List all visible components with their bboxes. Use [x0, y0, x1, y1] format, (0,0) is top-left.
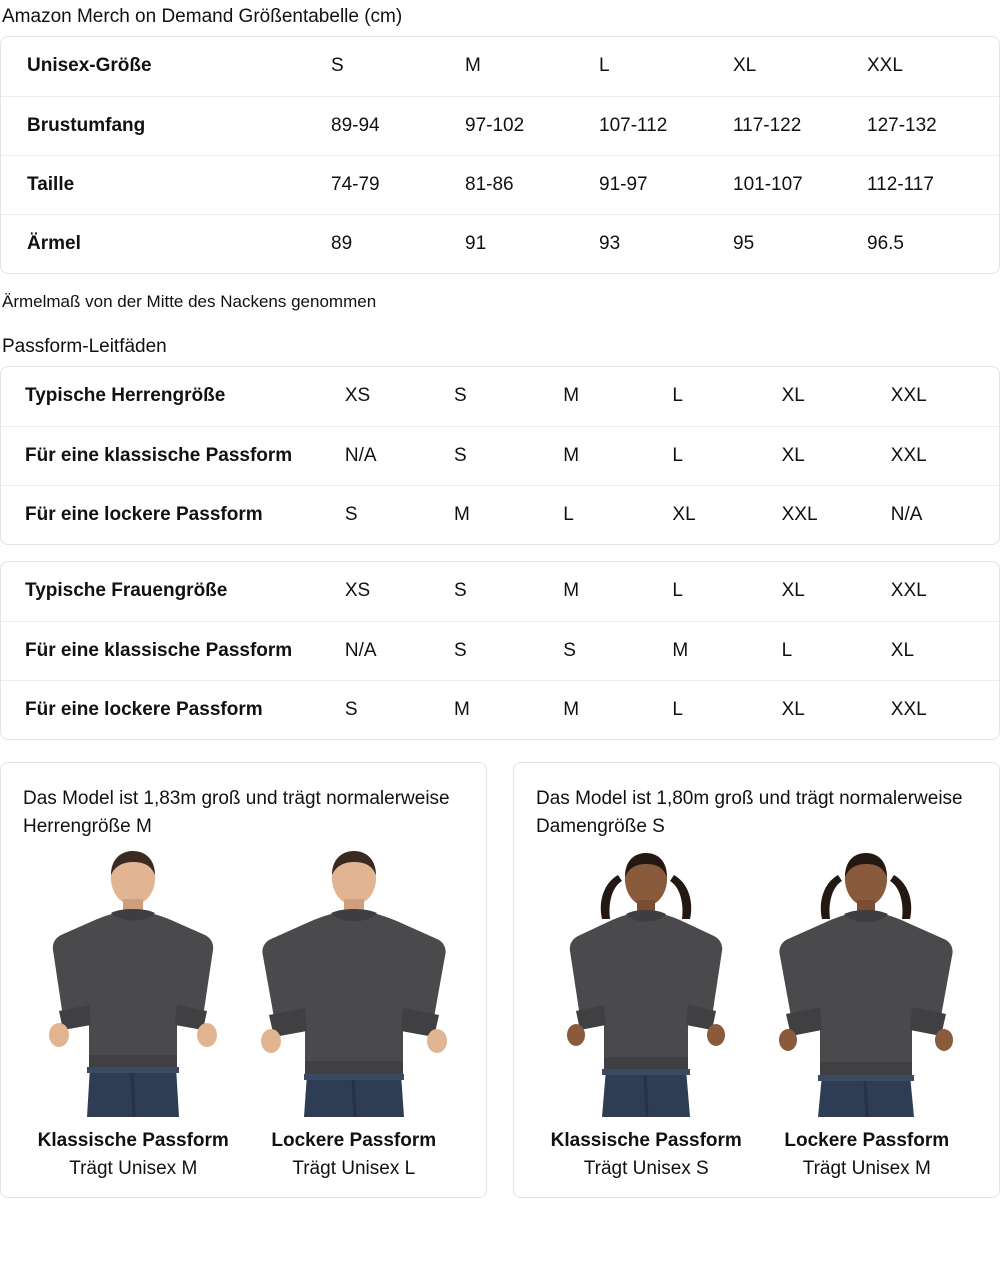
cell: 91: [465, 214, 599, 273]
fit-guide-men-table: [1, 367, 999, 544]
row-label: Unisex-Größe: [27, 55, 152, 77]
man-loose-fit-illustration: [249, 849, 459, 1117]
cell: M: [562, 426, 671, 485]
table-row: [1, 214, 1000, 273]
table-row: [1, 96, 1000, 155]
cell: S: [331, 55, 344, 77]
cell: XS: [344, 580, 371, 602]
cell: 127-132: [867, 96, 1000, 155]
table-row: [1, 37, 1000, 96]
cell: 74-79: [331, 155, 465, 214]
cell: XXL: [890, 680, 999, 739]
cell: 93: [599, 214, 733, 273]
table-row: [1, 155, 1000, 214]
sleeve-note: Ärmelmaß von der Mitte des Nackens genommen: [2, 292, 377, 311]
fit-title: Lockere Passform: [784, 1130, 950, 1151]
cell: 117-122: [733, 96, 867, 155]
fit-title: Lockere Passform: [271, 1130, 437, 1151]
cell: XL: [890, 621, 999, 680]
cell: XXL: [890, 580, 927, 602]
woman-classic-fit-illustration: [546, 849, 746, 1117]
cell: M: [671, 621, 780, 680]
row-label: Ärmel: [1, 214, 331, 273]
cell: 101-107: [733, 155, 867, 214]
row-label: Taille: [1, 155, 331, 214]
cell: L: [562, 485, 671, 544]
size-table: [1, 37, 1000, 273]
cell: 89: [331, 214, 465, 273]
man-classic-fit-illustration: [33, 849, 233, 1117]
cell: M: [563, 385, 580, 407]
fit-label-classic: [23, 1127, 244, 1183]
cell: N/A: [344, 621, 453, 680]
row-label: Für eine klassische Passform: [1, 426, 344, 485]
cell: M: [563, 580, 580, 602]
cell: 81-86: [465, 155, 599, 214]
page-title: Amazon Merch on Demand Größentabelle (cm): [2, 6, 403, 27]
cell: S: [562, 621, 671, 680]
fit-title: Klassische Passform: [37, 1130, 229, 1151]
row-label: Für eine klassische Passform: [1, 621, 344, 680]
model-description: Das Model ist 1,83m groß und trägt normalerweise Herrengröße M: [23, 788, 450, 837]
fit-sub: Trägt Unisex L: [292, 1158, 416, 1179]
model-description: Das Model ist 1,80m groß und trägt normalerweise Damengröße S: [536, 788, 963, 837]
fit-guide-men-card: [0, 366, 1000, 545]
cell: 97-102: [465, 96, 599, 155]
woman-loose-fit-illustration: [764, 849, 969, 1117]
cell: XL: [733, 55, 757, 77]
cell: L: [672, 385, 683, 407]
cell: XXL: [890, 385, 927, 407]
cell: S: [453, 426, 562, 485]
row-label: Für eine lockere Passform: [1, 485, 344, 544]
cell: L: [672, 580, 683, 602]
fit-sub: Trägt Unisex M: [69, 1158, 198, 1179]
cell: 96.5: [867, 214, 1000, 273]
model-figures: [23, 847, 464, 1117]
fit-sub: Trägt Unisex S: [583, 1158, 709, 1179]
cell: XS: [344, 385, 371, 407]
cell: N/A: [344, 426, 453, 485]
figure-classic-fit-women: [536, 849, 757, 1117]
cell: XXL: [890, 426, 999, 485]
cell: 112-117: [867, 155, 1000, 214]
figure-loose-fit-men: [244, 849, 465, 1117]
cell: L: [781, 621, 890, 680]
cell: M: [465, 55, 481, 77]
fit-label-loose: [757, 1127, 978, 1183]
cell: N/A: [890, 485, 999, 544]
cell: M: [562, 680, 671, 739]
cell: S: [453, 621, 562, 680]
cell: L: [671, 680, 780, 739]
cell: M: [453, 680, 562, 739]
fit-title: Klassische Passform: [550, 1130, 742, 1151]
row-label: Typische Frauengröße: [25, 580, 228, 602]
row-label: Typische Herrengröße: [25, 385, 226, 407]
cell: XL: [781, 680, 890, 739]
table-spacer: [0, 545, 1000, 561]
cell: S: [344, 680, 453, 739]
model-cards: [0, 762, 1000, 1198]
fit-guide-women-table: [1, 562, 999, 739]
model-figures: [536, 847, 977, 1117]
cell: S: [454, 580, 467, 602]
table-row: [1, 621, 999, 680]
cell: L: [671, 426, 780, 485]
cell: L: [599, 55, 610, 77]
table-row: [1, 485, 999, 544]
cell: 89-94: [331, 96, 465, 155]
model-fit-labels: [536, 1127, 977, 1183]
cell: XXL: [781, 485, 890, 544]
cell: 91-97: [599, 155, 733, 214]
model-card-men: [0, 762, 487, 1198]
model-card-women: [513, 762, 1000, 1198]
fit-sub: Trägt Unisex M: [802, 1158, 931, 1179]
figure-loose-fit-women: [757, 849, 978, 1117]
cell: S: [454, 385, 467, 407]
fit-label-classic: [536, 1127, 757, 1183]
size-table-card: [0, 36, 1000, 274]
fit-guide-title: Passform-Leitfäden: [2, 336, 167, 357]
cell: XL: [781, 426, 890, 485]
fit-guide-women-card: [0, 561, 1000, 740]
table-row: [1, 562, 999, 621]
cell: 95: [733, 214, 867, 273]
table-row: [1, 367, 999, 426]
table-row: [1, 680, 999, 739]
cell: XXL: [867, 55, 903, 77]
fit-label-loose: [244, 1127, 465, 1183]
cell: M: [453, 485, 562, 544]
figure-classic-fit-men: [23, 849, 244, 1117]
cell: XL: [781, 385, 805, 407]
table-row: [1, 426, 999, 485]
row-label: Für eine lockere Passform: [1, 680, 344, 739]
cell: 107-112: [599, 96, 733, 155]
cell: XL: [671, 485, 780, 544]
cell: S: [344, 485, 453, 544]
cell: XL: [781, 580, 805, 602]
model-fit-labels: [23, 1127, 464, 1183]
row-label: Brustumfang: [1, 96, 331, 155]
